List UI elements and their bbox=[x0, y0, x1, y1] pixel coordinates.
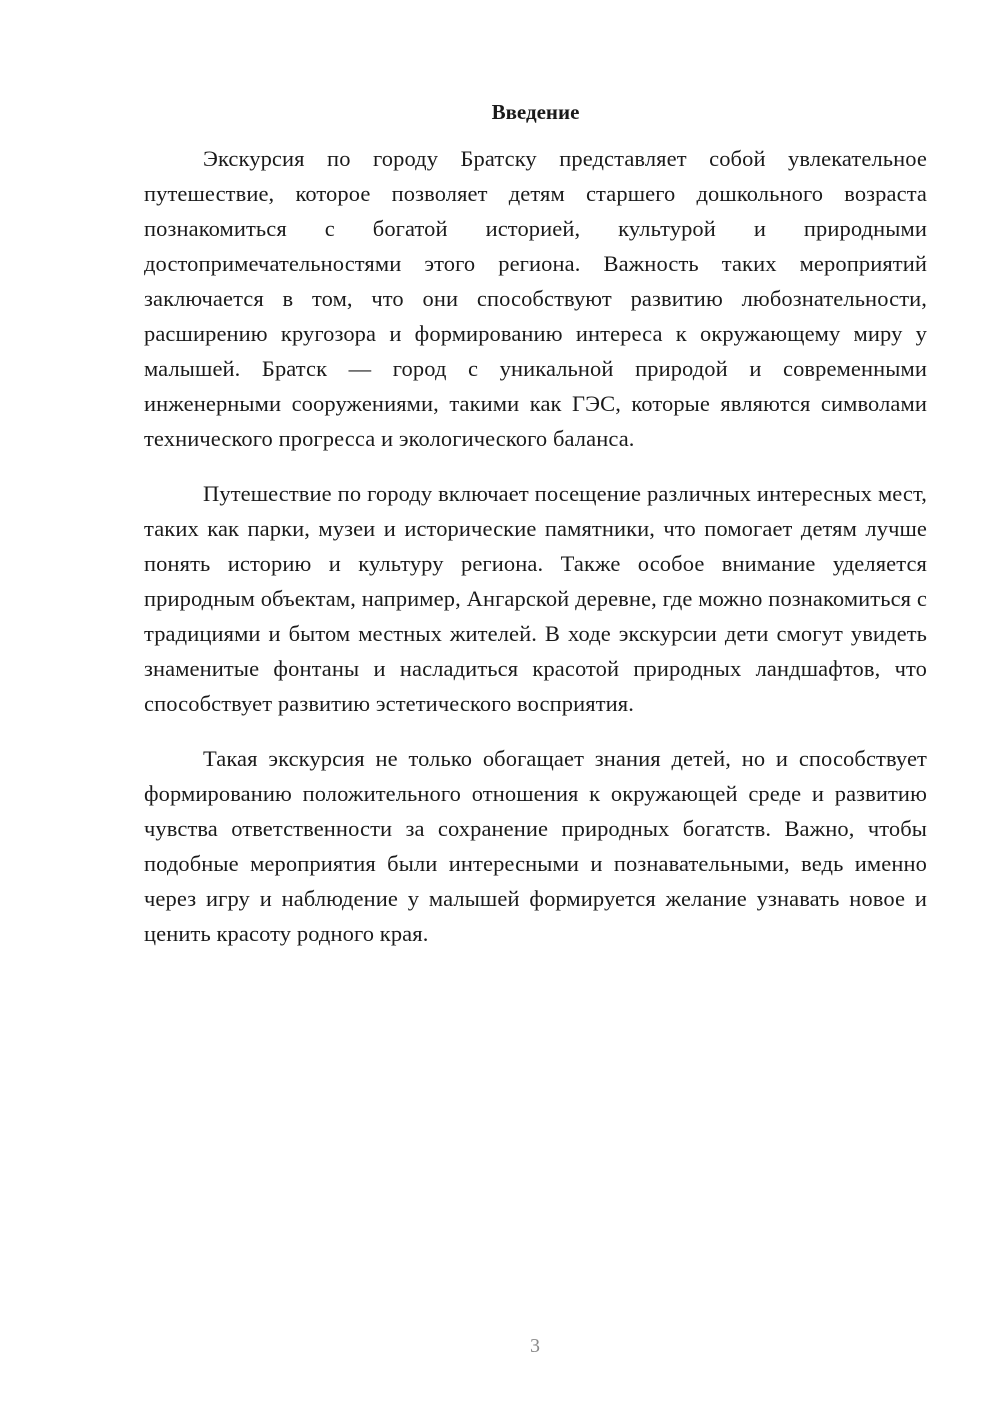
paragraph-1: Экскурсия по городу Братску представляет собой увлекательное путешествие, которое позволяет детям старшего дошкольного возраста познакомиться с богатой историей, культурой и природными достопримечательностями этого региона. Важность таких мероприятий заключается в том, что они способствуют развитию любознательности, расширению кругозора и формированию интереса к окружающему миру у малышей. Братск — город с уникальной природой и современными инженерными сооружениями, такими как ГЭС, которые являются символами технического прогресса и экологического баланса. bbox=[144, 146, 927, 451]
page-content bbox=[144, 96, 927, 951]
page-number: 3 bbox=[530, 1335, 540, 1357]
paragraph-2: Путешествие по городу включает посещение различных интересных мест, таких как парки, музеи и исторические памятники, что помогает детям лучше понять историю и культуру региона. Также особое внимание уделяется природным объектам, например, Ангарской деревне, где можно познакомиться с традициями и бытом местных жителей. В ходе экскурсии дети смогут увидеть знаменитые фонтаны и насладиться красотой природных ландшафтов, что способствует развитию эстетического восприятия. bbox=[144, 481, 927, 716]
paragraph-3: Такая экскурсия не только обогащает знания детей, но и способствует формированию положительного отношения к окружающей среде и развитию чувства ответственности за сохранение природных богатств. Важно, чтобы подобные мероприятия были интересными и познавательными, ведь именно через игру и наблюдение у малышей формируется желание узнавать новое и ценить красоту родного края. bbox=[144, 746, 927, 946]
section-title: Введение bbox=[491, 100, 580, 124]
